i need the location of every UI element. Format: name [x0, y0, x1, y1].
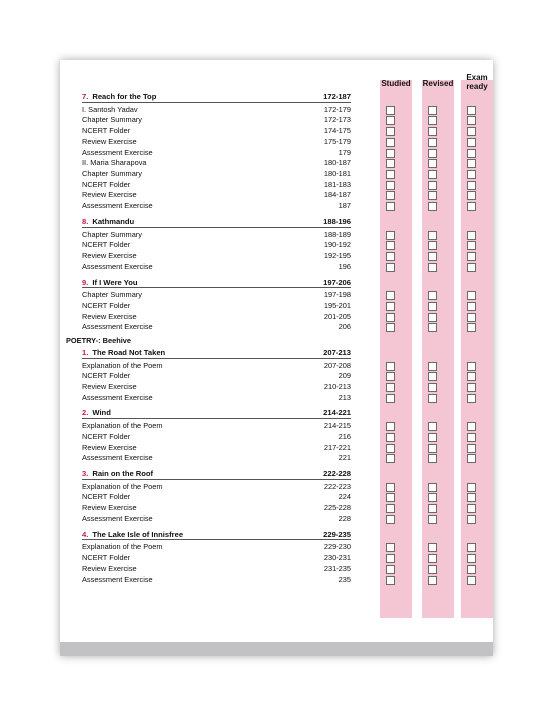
revised-checkbox[interactable]: [428, 362, 437, 371]
toc-entry: [82, 492, 351, 503]
exam-ready-checkbox[interactable]: [467, 181, 476, 190]
entry-label: Explanation of the Poem: [82, 360, 163, 370]
toc-entry: [82, 322, 351, 333]
page-range: 207-213: [323, 347, 351, 357]
revised-checkbox[interactable]: [428, 493, 437, 502]
revised-checkbox[interactable]: [428, 170, 437, 179]
page-range: 201-205: [323, 311, 351, 321]
chapter-number: 4.: [82, 529, 89, 539]
revised-checkbox[interactable]: [428, 106, 437, 115]
studied-checkbox[interactable]: [386, 149, 395, 158]
toc-entry: [82, 190, 351, 201]
entry-label: Chapter Summary: [82, 169, 142, 179]
exam-ready-checkbox[interactable]: [467, 454, 476, 463]
revised-checkbox[interactable]: [428, 483, 437, 492]
entry-label: NCERT Folder: [82, 179, 131, 189]
entry-label: NCERT Folder: [82, 431, 131, 441]
page-range: 172-179: [323, 104, 351, 114]
entry-label: NCERT Folder: [82, 126, 131, 136]
revised-header: Revised: [422, 79, 454, 88]
studied-checkbox[interactable]: [386, 159, 395, 168]
exam-ready-checkbox[interactable]: [467, 504, 476, 513]
exam-ready-checkbox[interactable]: [467, 483, 476, 492]
page-range: 222-223: [323, 481, 351, 491]
exam-ready-header: Exam ready: [466, 73, 488, 91]
entry-label: NCERT Folder: [82, 553, 131, 563]
page-range: 225-228: [323, 503, 351, 513]
studied-header: Studied: [381, 79, 411, 88]
exam-ready-checkbox[interactable]: [467, 422, 476, 431]
toc-entry: [82, 290, 351, 301]
entry-label: Assessment Exercise: [82, 574, 153, 584]
page-range: 184-187: [323, 190, 351, 200]
exam-ready-checkbox[interactable]: [467, 252, 476, 261]
revised-checkbox[interactable]: [428, 241, 437, 250]
revised-checkbox[interactable]: [428, 191, 437, 200]
toc-entry: [82, 126, 351, 137]
chapter-heading: [82, 217, 351, 228]
exam-ready-checkbox[interactable]: [467, 444, 476, 453]
revised-checkbox[interactable]: [428, 127, 437, 136]
revised-checkbox[interactable]: [428, 149, 437, 158]
section-heading: [66, 336, 335, 347]
page-range: 214-215: [323, 421, 351, 431]
page-range: 188-196: [323, 216, 351, 226]
entry-label: Assessment Exercise: [82, 201, 153, 211]
toc-entry: [82, 421, 351, 432]
page-range: 231-235: [323, 563, 351, 573]
toc-entry: [82, 575, 351, 586]
revised-checkbox[interactable]: [428, 543, 437, 552]
studied-checkbox[interactable]: [386, 565, 395, 574]
chapter-number: 3.: [82, 469, 89, 479]
exam-ready-checkbox[interactable]: [467, 433, 476, 442]
toc-entry: [82, 262, 351, 273]
exam-ready-checkbox[interactable]: [467, 493, 476, 502]
page-range: 196: [338, 261, 351, 271]
studied-checkbox[interactable]: [386, 444, 395, 453]
revised-checkbox[interactable]: [428, 554, 437, 563]
exam-ready-checkbox[interactable]: [467, 202, 476, 211]
entry-label: Review Exercise: [82, 382, 137, 391]
page-range: 229-230: [323, 542, 351, 552]
exam-ready-checkbox[interactable]: [467, 576, 476, 585]
page-range: 230-231: [323, 553, 351, 563]
entry-label: Review Exercise: [82, 311, 137, 321]
studied-checkbox[interactable]: [386, 302, 395, 311]
page-range: 209: [338, 371, 351, 381]
chapter-title: Kathmandu: [92, 216, 135, 226]
page-range: 181-183: [323, 179, 351, 189]
chapter-title: The Lake Isle of Innisfree: [92, 529, 184, 539]
exam-ready-checkbox[interactable]: [467, 554, 476, 563]
exam-ready-checkbox[interactable]: [467, 515, 476, 524]
toc-entry: [82, 251, 351, 262]
toc-entry: [82, 393, 351, 404]
revised-checkbox[interactable]: [428, 422, 437, 431]
exam-ready-checkbox[interactable]: [467, 394, 476, 403]
entry-label: Review Exercise: [82, 190, 137, 200]
studied-checkbox[interactable]: [386, 394, 395, 403]
exam-ready-checkbox[interactable]: [467, 106, 476, 115]
chapter-heading: [82, 469, 351, 480]
toc-entry: [82, 564, 351, 575]
exam-ready-checkbox[interactable]: [467, 191, 476, 200]
exam-ready-checkbox[interactable]: [467, 263, 476, 272]
exam-ready-checkbox[interactable]: [467, 302, 476, 311]
toc-entry: [82, 137, 351, 148]
page-range: 217-221: [323, 442, 351, 452]
toc-entry: [82, 158, 351, 169]
studied-checkbox[interactable]: [386, 231, 395, 240]
page-range: 197-206: [323, 277, 351, 287]
revised-checkbox[interactable]: [428, 433, 437, 442]
toc-entry: [82, 240, 351, 251]
page-range: 179: [338, 147, 351, 157]
toc-entry: [82, 371, 351, 382]
revised-checkbox[interactable]: [428, 138, 437, 147]
studied-checkbox[interactable]: [386, 372, 395, 381]
page-range: 214-221: [323, 408, 351, 418]
revised-checkbox[interactable]: [428, 323, 437, 332]
toc-entry: [82, 514, 351, 525]
entry-label: Assessment Exercise: [82, 513, 153, 523]
toc-entry: [82, 553, 351, 564]
page-range: 192-195: [323, 251, 351, 261]
studied-checkbox[interactable]: [386, 433, 395, 442]
studied-checkbox[interactable]: [386, 191, 395, 200]
page-range: 229-235: [323, 529, 351, 539]
section-label: POETRY-: Beehive: [66, 336, 132, 346]
entry-label: Explanation of the Poem: [82, 421, 163, 431]
exam-ready-checkbox[interactable]: [467, 323, 476, 332]
page-range: 174-175: [323, 126, 351, 136]
chapter-heading: [82, 348, 351, 359]
page-range: 195-201: [323, 300, 351, 310]
revised-checkbox[interactable]: [428, 263, 437, 272]
exam-ready-checkbox[interactable]: [467, 565, 476, 574]
page-range: 180-187: [323, 158, 351, 168]
entry-label: I. Santosh Yadav: [82, 104, 138, 114]
studied-checkbox[interactable]: [386, 323, 395, 332]
entry-label: Assessment Exercise: [82, 261, 153, 271]
revised-checkbox[interactable]: [428, 252, 437, 261]
page-range: 197-198: [323, 290, 351, 300]
exam-ready-checkbox[interactable]: [467, 138, 476, 147]
revised-checkbox[interactable]: [428, 202, 437, 211]
studied-checkbox[interactable]: [386, 504, 395, 513]
toc-entry: [82, 201, 351, 212]
revised-checkbox[interactable]: [428, 454, 437, 463]
toc-entry: [82, 169, 351, 180]
exam-ready-checkbox[interactable]: [467, 170, 476, 179]
chapter-title: Reach for the Top: [92, 92, 157, 101]
studied-checkbox[interactable]: [386, 138, 395, 147]
exam-ready-checkbox[interactable]: [467, 362, 476, 371]
page-range: 221: [338, 453, 351, 463]
toc-entry: [82, 453, 351, 464]
revised-checkbox[interactable]: [428, 565, 437, 574]
entry-label: Review Exercise: [82, 251, 137, 261]
revised-checkbox[interactable]: [428, 383, 437, 392]
entry-label: Review Exercise: [82, 442, 137, 452]
toc-entry: [82, 443, 351, 454]
chapter-heading: [82, 530, 351, 541]
studied-checkbox[interactable]: [386, 291, 395, 300]
entry-label: II. Maria Sharapova: [82, 158, 147, 168]
entry-label: Explanation of the Poem: [82, 481, 163, 491]
studied-checkbox[interactable]: [386, 252, 395, 261]
studied-checkbox[interactable]: [386, 127, 395, 136]
exam-ready-checkbox[interactable]: [467, 127, 476, 136]
studied-checkbox[interactable]: [386, 263, 395, 272]
page-footer-bar: [60, 642, 493, 656]
exam-ready-checkbox[interactable]: [467, 116, 476, 125]
studied-checkbox[interactable]: [386, 554, 395, 563]
exam-ready-checkbox[interactable]: [467, 291, 476, 300]
exam-ready-checkbox[interactable]: [467, 543, 476, 552]
toc-entry: [82, 542, 351, 553]
studied-checkbox[interactable]: [386, 181, 395, 190]
toc-entry: [82, 230, 351, 241]
chapter-heading: [82, 92, 351, 103]
studied-checkbox[interactable]: [386, 313, 395, 322]
revised-checkbox[interactable]: [428, 291, 437, 300]
studied-checkbox[interactable]: [386, 576, 395, 585]
revised-checkbox[interactable]: [428, 181, 437, 190]
exam-ready-checkbox[interactable]: [467, 313, 476, 322]
revised-checkbox[interactable]: [428, 302, 437, 311]
entry-label: Assessment Exercise: [82, 147, 153, 157]
studied-checkbox[interactable]: [386, 515, 395, 524]
entry-label: NCERT Folder: [82, 371, 131, 381]
toc-entry: [82, 115, 351, 126]
toc-entry: [82, 482, 351, 493]
page-range: 216: [338, 431, 351, 441]
chapter-title: If I Were You: [92, 277, 138, 287]
book-page: [60, 60, 493, 656]
toc-entry: [82, 382, 351, 393]
studied-checkbox[interactable]: [386, 543, 395, 552]
studied-checkbox[interactable]: [386, 383, 395, 392]
page-range: 210-213: [323, 382, 351, 391]
entry-label: Review Exercise: [82, 503, 137, 513]
page-range: 188-189: [323, 229, 351, 239]
revised-checkbox[interactable]: [428, 504, 437, 513]
exam-ready-checkbox[interactable]: [467, 372, 476, 381]
revised-checkbox[interactable]: [428, 116, 437, 125]
page-range: 172-187: [323, 92, 351, 101]
studied-checkbox[interactable]: [386, 454, 395, 463]
entry-label: Review Exercise: [82, 563, 137, 573]
chapter-heading: [82, 278, 351, 289]
toc-entry: [82, 301, 351, 312]
page-range: 187: [338, 201, 351, 211]
entry-label: Review Exercise: [82, 136, 137, 146]
page-range: 175-179: [323, 136, 351, 146]
page-range: 224: [338, 492, 351, 502]
entry-label: Chapter Summary: [82, 229, 142, 239]
chapter-heading: [82, 408, 351, 419]
page-range: 235: [338, 574, 351, 584]
entry-label: Explanation of the Poem: [82, 542, 163, 552]
chapter-title: The Road Not Taken: [92, 347, 166, 357]
exam-ready-checkbox[interactable]: [467, 159, 476, 168]
toc-entry: [82, 180, 351, 191]
entry-label: Assessment Exercise: [82, 392, 153, 402]
toc-entry: [82, 432, 351, 443]
exam-ready-checkbox[interactable]: [467, 149, 476, 158]
exam-ready-checkbox[interactable]: [467, 241, 476, 250]
studied-checkbox[interactable]: [386, 170, 395, 179]
studied-checkbox[interactable]: [386, 116, 395, 125]
studied-checkbox[interactable]: [386, 362, 395, 371]
page-range: 206: [338, 322, 351, 332]
page-range: 180-181: [323, 169, 351, 179]
chapter-number: 2.: [82, 408, 89, 418]
studied-checkbox[interactable]: [386, 106, 395, 115]
revised-checkbox[interactable]: [428, 515, 437, 524]
studied-checkbox[interactable]: [386, 493, 395, 502]
revised-checkbox[interactable]: [428, 372, 437, 381]
toc-entry: [82, 361, 351, 372]
entry-label: Chapter Summary: [82, 115, 142, 125]
toc-entry: [82, 148, 351, 159]
page-range: 190-192: [323, 240, 351, 250]
chapter-number: 9.: [82, 277, 89, 287]
entry-label: NCERT Folder: [82, 240, 131, 250]
studied-checkbox[interactable]: [386, 202, 395, 211]
toc-entry: [82, 105, 351, 116]
revised-checkbox[interactable]: [428, 576, 437, 585]
chapter-number: 1.: [82, 347, 89, 357]
entry-label: NCERT Folder: [82, 300, 131, 310]
chapter-number: 7.: [82, 92, 89, 101]
entry-label: Assessment Exercise: [82, 322, 153, 332]
studied-checkbox[interactable]: [386, 422, 395, 431]
chapter-title: Rain on the Roof: [92, 469, 154, 479]
toc-entry: [82, 312, 351, 323]
exam-ready-checkbox[interactable]: [467, 383, 476, 392]
page-range: 172-173: [323, 115, 351, 125]
revised-checkbox[interactable]: [428, 159, 437, 168]
page-range: 207-208: [323, 360, 351, 370]
entry-label: Assessment Exercise: [82, 453, 153, 463]
revised-checkbox[interactable]: [428, 394, 437, 403]
page-range: 228: [338, 513, 351, 523]
entry-label: NCERT Folder: [82, 492, 131, 502]
chapter-number: 8.: [82, 216, 89, 226]
page-range: 213: [338, 392, 351, 402]
revised-checkbox[interactable]: [428, 231, 437, 240]
studied-checkbox[interactable]: [386, 241, 395, 250]
revised-checkbox[interactable]: [428, 313, 437, 322]
revised-checkbox[interactable]: [428, 444, 437, 453]
entry-label: Chapter Summary: [82, 290, 142, 300]
toc-entry: [82, 503, 351, 514]
studied-checkbox[interactable]: [386, 483, 395, 492]
chapter-title: Wind: [92, 408, 111, 418]
page-range: 222-228: [323, 469, 351, 479]
exam-ready-checkbox[interactable]: [467, 231, 476, 240]
